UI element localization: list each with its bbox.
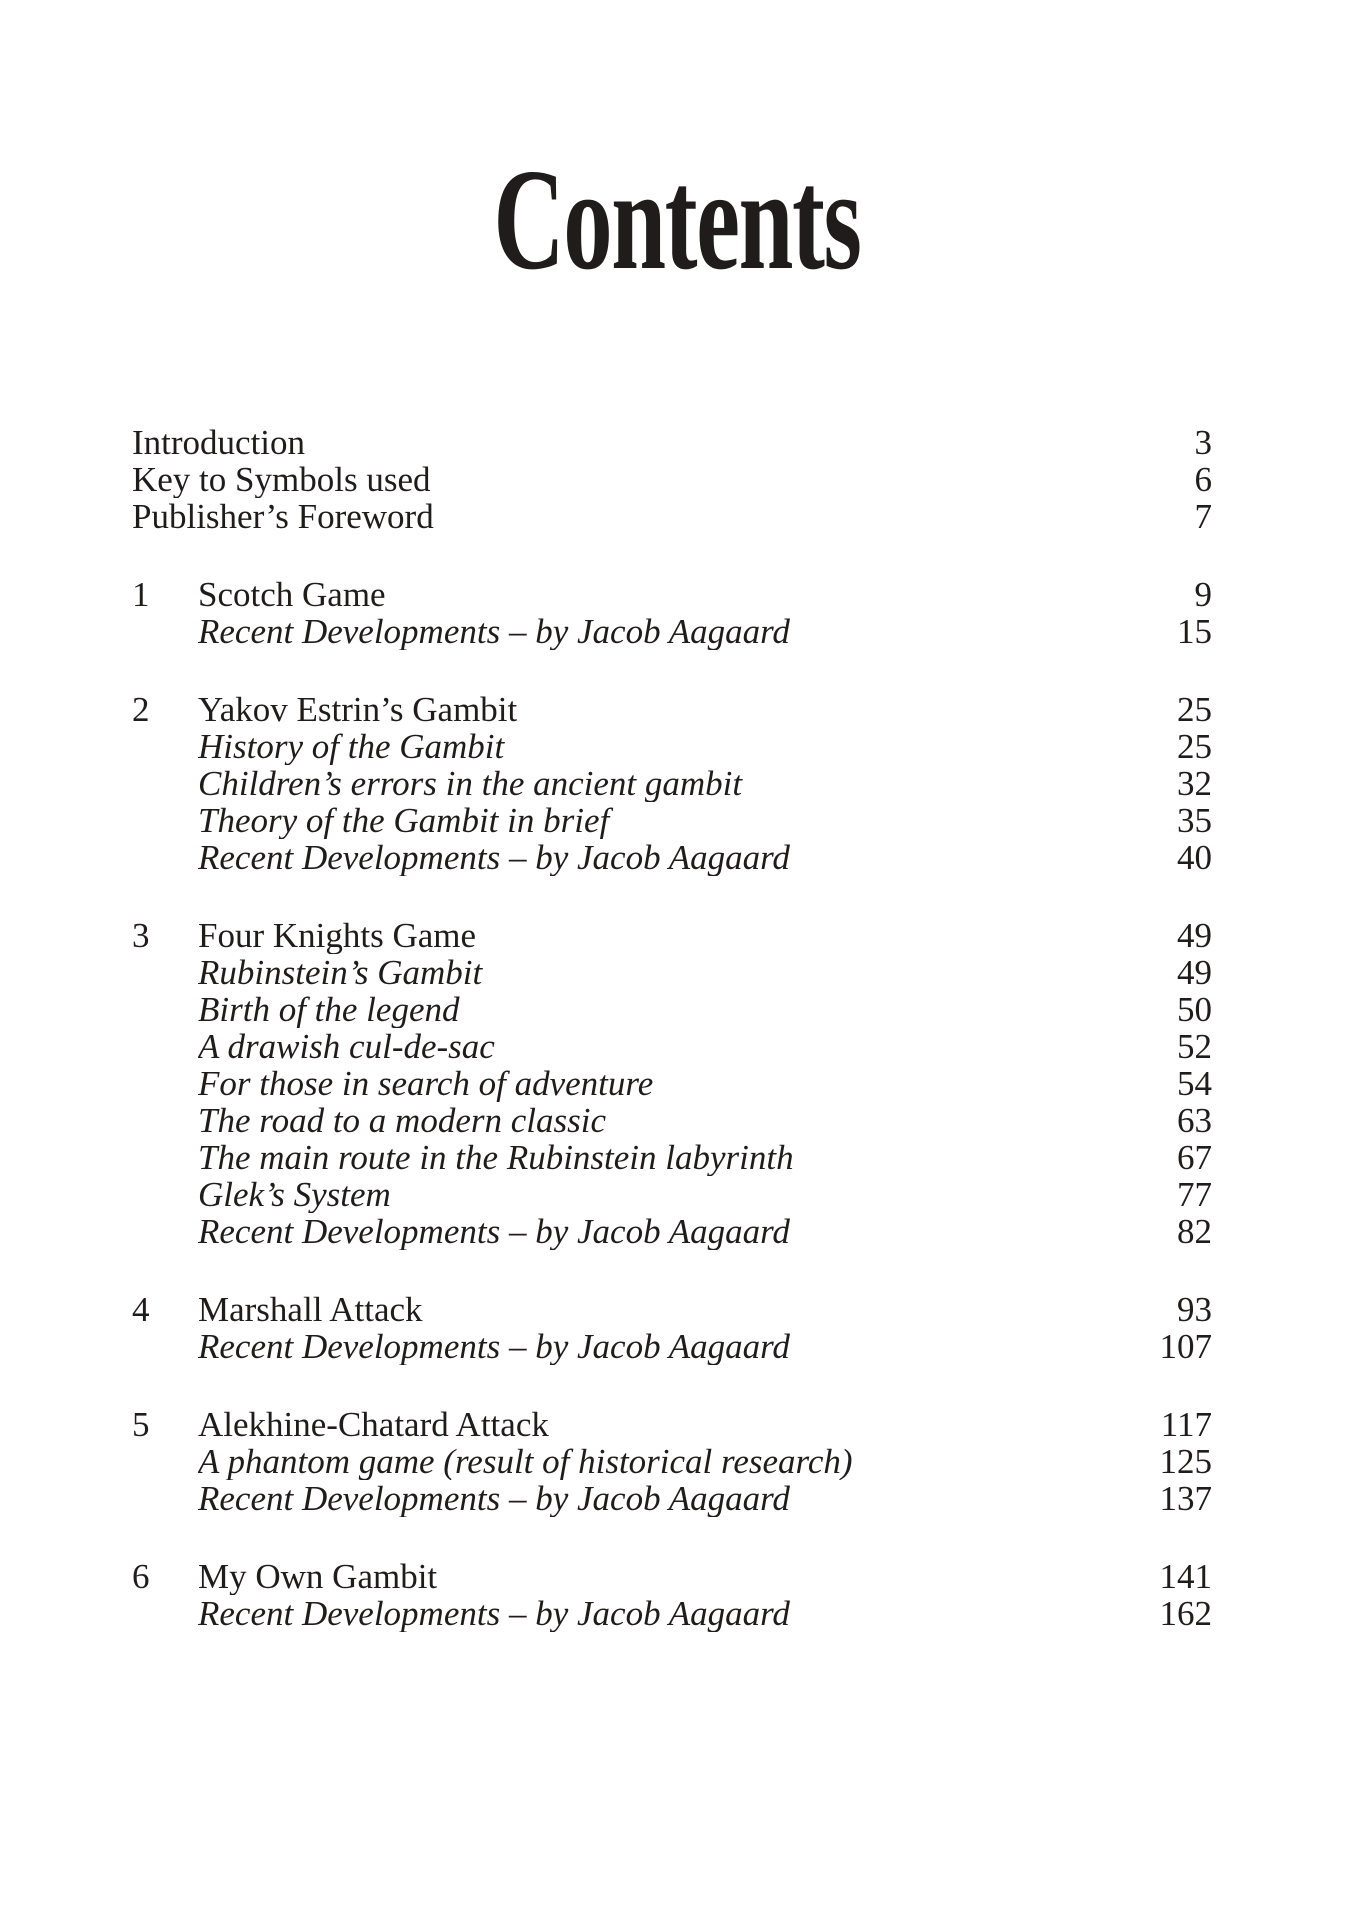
entry-title: Yakov Estrin’s Gambit <box>198 691 518 728</box>
toc-row-chapter <box>132 576 1212 613</box>
toc-row-section <box>132 1139 1212 1176</box>
entry-page-number: 35 <box>1177 801 1212 840</box>
entry-title: Recent Developments – by Jacob Aagaard <box>198 1595 790 1632</box>
entry-page-number: 7 <box>1194 497 1212 536</box>
entry-title: Scotch Game <box>198 576 386 613</box>
toc-row-chapter <box>132 1558 1212 1595</box>
entry-page-number: 93 <box>1177 1290 1212 1329</box>
entry-page-number: 107 <box>1159 1327 1212 1366</box>
entry-title: Children’s errors in the ancient gambit <box>198 765 743 802</box>
entry-title: Recent Developments – by Jacob Aagaard <box>198 839 790 876</box>
entry-page-number: 50 <box>1177 990 1212 1029</box>
toc-row-section <box>132 1065 1212 1102</box>
entry-title: Introduction <box>132 424 306 461</box>
entry-title: A drawish cul-de-sac <box>198 1028 495 1065</box>
toc-row-section <box>132 954 1212 991</box>
chapter-number: 1 <box>132 575 150 614</box>
entry-title: Theory of the Gambit in brief <box>198 802 610 839</box>
toc-row-section <box>132 1102 1212 1139</box>
toc-row-section <box>132 613 1212 650</box>
entry-title: For those in search of adventure <box>198 1065 654 1102</box>
entry-title: History of the Gambit <box>198 728 505 765</box>
entry-title: Recent Developments – by Jacob Aagaard <box>198 1328 790 1365</box>
entry-page-number: 6 <box>1194 460 1212 499</box>
toc-row-section <box>132 1176 1212 1213</box>
entry-page-number: 77 <box>1177 1175 1212 1214</box>
toc-row-section <box>132 991 1212 1028</box>
toc-row-section <box>132 728 1212 765</box>
entry-page-number: 125 <box>1159 1442 1212 1481</box>
toc-row-section <box>132 1595 1212 1632</box>
entry-page-number: 32 <box>1177 764 1212 803</box>
toc-row-section <box>132 1328 1212 1365</box>
entry-title: Alekhine-Chatard Attack <box>198 1406 549 1443</box>
entry-page-number: 9 <box>1194 575 1212 614</box>
entry-page-number: 162 <box>1159 1594 1212 1633</box>
entry-title: A phantom game (result of historical research) <box>198 1443 853 1480</box>
chapter-number: 4 <box>132 1290 150 1329</box>
toc-row-chapter <box>132 1406 1212 1443</box>
page-title: Contents <box>493 140 861 300</box>
toc-list <box>132 424 1212 1632</box>
entry-page-number: 117 <box>1160 1405 1212 1444</box>
entry-title: My Own Gambit <box>198 1558 438 1595</box>
toc-row-front-matter <box>132 498 1212 535</box>
entry-page-number: 82 <box>1177 1212 1212 1251</box>
toc-row-section <box>132 1213 1212 1250</box>
entry-page-number: 40 <box>1177 838 1212 877</box>
toc-row-section <box>132 802 1212 839</box>
entry-title: Publisher’s Foreword <box>132 498 434 535</box>
entry-page-number: 25 <box>1177 727 1212 766</box>
entry-title: The main route in the Rubinstein labyrinth <box>198 1139 794 1176</box>
chapter-number: 2 <box>132 690 150 729</box>
entry-title: Key to Symbols used <box>132 461 431 498</box>
toc-row-chapter <box>132 1291 1212 1328</box>
entry-page-number: 49 <box>1177 916 1212 955</box>
entry-title: Marshall Attack <box>198 1291 423 1328</box>
entry-title: Recent Developments – by Jacob Aagaard <box>198 1480 790 1517</box>
entry-page-number: 63 <box>1177 1101 1212 1140</box>
entry-title: Recent Developments – by Jacob Aagaard <box>198 613 790 650</box>
entry-page-number: 3 <box>1194 423 1212 462</box>
chapter-number: 5 <box>132 1405 150 1444</box>
toc-row-section <box>132 1480 1212 1517</box>
entry-page-number: 54 <box>1177 1064 1212 1103</box>
toc-row-section <box>132 765 1212 802</box>
entry-page-number: 49 <box>1177 953 1212 992</box>
entry-page-number: 141 <box>1159 1557 1212 1596</box>
chapter-number: 6 <box>132 1557 150 1596</box>
entry-title: The road to a modern classic <box>198 1102 606 1139</box>
toc-row-section <box>132 1028 1212 1065</box>
entry-page-number: 67 <box>1177 1138 1212 1177</box>
entry-title: Recent Developments – by Jacob Aagaard <box>198 1213 790 1250</box>
toc-row-section <box>132 839 1212 876</box>
entry-title: Rubinstein’s Gambit <box>198 954 483 991</box>
entry-page-number: 137 <box>1159 1479 1212 1518</box>
entry-title: Four Knights Game <box>198 917 477 954</box>
entry-title: Glek’s System <box>198 1176 391 1213</box>
entry-title: Birth of the legend <box>198 991 460 1028</box>
toc-row-section <box>132 1443 1212 1480</box>
toc-row-front-matter <box>132 424 1212 461</box>
toc-row-front-matter <box>132 461 1212 498</box>
chapter-number: 3 <box>132 916 150 955</box>
entry-page-number: 15 <box>1177 612 1212 651</box>
toc-row-chapter <box>132 917 1212 954</box>
entry-page-number: 25 <box>1177 690 1212 729</box>
entry-page-number: 52 <box>1177 1027 1212 1066</box>
toc-row-chapter <box>132 691 1212 728</box>
